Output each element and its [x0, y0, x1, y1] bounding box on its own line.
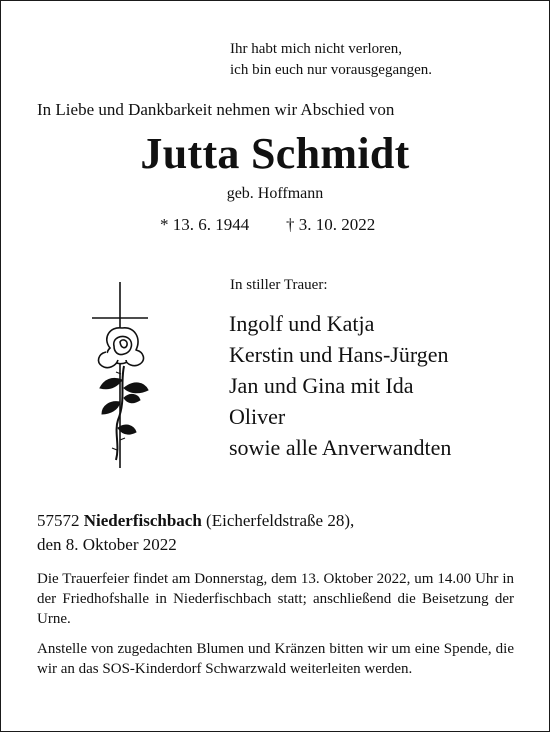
street-address: (Eicherfeldstraße 28),	[206, 511, 355, 530]
mourner-name: Jan und Gina mit Ida	[229, 373, 414, 398]
intro-text: In Liebe und Dankbarkeit nehmen wir Abschied von	[37, 100, 395, 119]
epigraph-line-1: Ihr habt mich nicht verloren,	[230, 41, 403, 57]
funeral-notice: Die Trauerfeier findet am Donnerstag, dem 13. Oktober 2022, um 14.00 Uhr in der Friedhofshalle in Niederfischbach statt; anschließend die Beisetzung der Urne.	[37, 571, 514, 627]
location-line	[37, 511, 354, 531]
donation-notice: Anstelle von zugedachten Blumen und Kränzen bitten wir um eine Spende, die wir an das SOS-Kinderdorf Schwarzwald weiterleiten werden.	[37, 641, 514, 677]
death-date: † 3. 10. 2022	[286, 215, 376, 234]
cross-with-rose-icon	[80, 280, 160, 470]
mourner-name: Ingolf und Katja	[229, 311, 375, 336]
postcode: 57572	[37, 511, 80, 530]
deceased-name: Jutta Schmidt	[140, 129, 410, 178]
mourner-name: Kerstin und Hans-Jürgen	[229, 342, 449, 367]
notice-date: den 8. Oktober 2022	[37, 535, 177, 554]
epigraph-line-2: ich bin euch nur vorausgegangen.	[230, 62, 433, 78]
birth-name: geb. Hoffmann	[226, 185, 324, 202]
birth-date: * 13. 6. 1944	[160, 215, 250, 234]
mourner-name: sowie alle Anverwandten	[229, 435, 452, 460]
mourner-name: Oliver	[229, 404, 286, 429]
mourners-label: In stiller Trauer:	[230, 277, 328, 293]
town-name: Niederfischbach	[83, 511, 202, 530]
